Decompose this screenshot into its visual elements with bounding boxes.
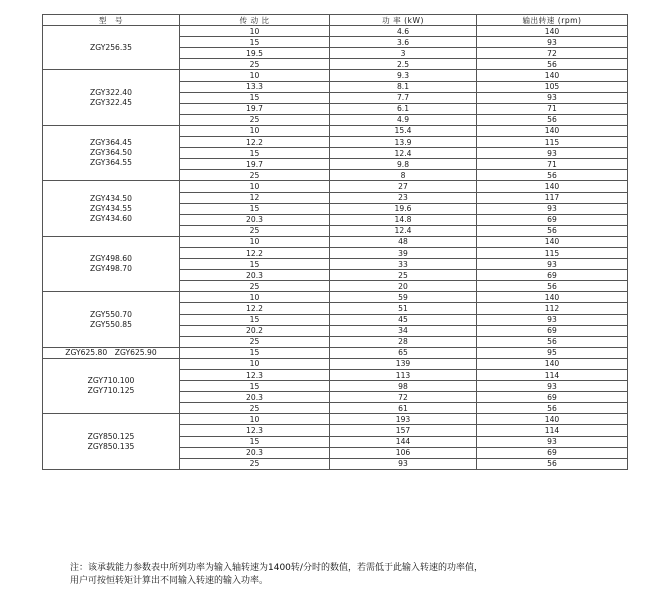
- power-cell: 13.9: [330, 137, 477, 148]
- speed-cell: 140: [477, 70, 628, 81]
- model-name: ZGY364.55: [90, 158, 132, 168]
- model-cell: [43, 358, 180, 413]
- model-name: ZGY625.80 ZGY625.90: [65, 347, 157, 357]
- power-cell: 28: [330, 336, 477, 347]
- model-cell: [43, 181, 180, 236]
- model-name: ZGY364.45: [90, 138, 132, 148]
- speed-cell: 115: [477, 137, 628, 148]
- header-power: 功 率 (kW): [330, 15, 477, 26]
- ratio-cell: 19.5: [180, 48, 330, 59]
- speed-cell: 117: [477, 192, 628, 203]
- speed-cell: 93: [477, 436, 628, 447]
- table-row: [43, 358, 628, 369]
- footnote-line-2: 用户可按恒转矩计算出不同输入转速的输入功率。: [70, 576, 269, 586]
- power-cell: 39: [330, 247, 477, 258]
- speed-cell: 105: [477, 81, 628, 92]
- ratio-cell: 25: [180, 59, 330, 70]
- power-cell: 19.6: [330, 203, 477, 214]
- model-cell: [43, 70, 180, 125]
- power-cell: 144: [330, 436, 477, 447]
- power-cell: 15.4: [330, 125, 477, 136]
- speed-cell: 56: [477, 336, 628, 347]
- table-row: [43, 70, 628, 81]
- power-cell: 25: [330, 270, 477, 281]
- speed-cell: 114: [477, 370, 628, 381]
- ratio-cell: 20.3: [180, 392, 330, 403]
- model-name: ZGY434.55: [90, 203, 132, 213]
- power-cell: 9.8: [330, 159, 477, 170]
- table-body: [43, 26, 628, 470]
- speed-cell: 69: [477, 447, 628, 458]
- power-cell: 9.3: [330, 70, 477, 81]
- ratio-cell: 10: [180, 236, 330, 247]
- ratio-cell: 12.2: [180, 303, 330, 314]
- power-cell: 14.8: [330, 214, 477, 225]
- header-ratio: 传 动 比: [180, 15, 330, 26]
- model-cell: [43, 347, 180, 358]
- power-cell: 51: [330, 303, 477, 314]
- model-cell: [43, 26, 180, 70]
- speed-cell: 140: [477, 414, 628, 425]
- header-speed: 输出转速 (rpm): [477, 15, 628, 26]
- power-cell: 8: [330, 170, 477, 181]
- footnote: [70, 562, 630, 588]
- speed-cell: 93: [477, 148, 628, 159]
- model-name: ZGY322.45: [90, 97, 132, 107]
- ratio-cell: 10: [180, 125, 330, 136]
- ratio-cell: 25: [180, 458, 330, 469]
- ratio-cell: 12.2: [180, 247, 330, 258]
- model-name: ZGY256.35: [90, 42, 132, 52]
- speed-cell: 140: [477, 358, 628, 369]
- power-cell: 113: [330, 370, 477, 381]
- model-name: ZGY550.85: [90, 319, 132, 329]
- power-cell: 12.4: [330, 148, 477, 159]
- speed-cell: 56: [477, 225, 628, 236]
- power-cell: 6.1: [330, 103, 477, 114]
- table-row: [43, 292, 628, 303]
- speed-cell: 93: [477, 314, 628, 325]
- model-name: ZGY434.60: [90, 213, 132, 223]
- ratio-cell: 10: [180, 358, 330, 369]
- power-cell: 65: [330, 347, 477, 358]
- ratio-cell: 15: [180, 148, 330, 159]
- ratio-cell: 15: [180, 436, 330, 447]
- ratio-cell: 20.3: [180, 270, 330, 281]
- power-cell: 3: [330, 48, 477, 59]
- power-cell: 8.1: [330, 81, 477, 92]
- power-cell: 27: [330, 181, 477, 192]
- capacity-table: [42, 14, 628, 470]
- model-name: ZGY498.60: [90, 254, 132, 264]
- speed-cell: 69: [477, 392, 628, 403]
- model-name: ZGY850.135: [87, 441, 135, 451]
- speed-cell: 56: [477, 403, 628, 414]
- speed-cell: 112: [477, 303, 628, 314]
- table-row: [43, 181, 628, 192]
- spec-sheet: [42, 14, 627, 470]
- ratio-cell: 15: [180, 92, 330, 103]
- power-cell: 4.9: [330, 114, 477, 125]
- speed-cell: 71: [477, 103, 628, 114]
- model-cell: [43, 292, 180, 347]
- power-cell: 7.7: [330, 92, 477, 103]
- ratio-cell: 20.3: [180, 214, 330, 225]
- power-cell: 59: [330, 292, 477, 303]
- ratio-cell: 15: [180, 381, 330, 392]
- model-name: ZGY850.125: [87, 431, 135, 441]
- power-cell: 93: [330, 458, 477, 469]
- speed-cell: 93: [477, 259, 628, 270]
- speed-cell: 93: [477, 37, 628, 48]
- ratio-cell: 25: [180, 336, 330, 347]
- model-name: ZGY498.70: [90, 264, 132, 274]
- table-row: [43, 414, 628, 425]
- power-cell: 23: [330, 192, 477, 203]
- model-cell: [43, 236, 180, 291]
- ratio-cell: 12: [180, 192, 330, 203]
- power-cell: 3.6: [330, 37, 477, 48]
- ratio-cell: 25: [180, 403, 330, 414]
- ratio-cell: 10: [180, 70, 330, 81]
- ratio-cell: 15: [180, 37, 330, 48]
- ratio-cell: 25: [180, 225, 330, 236]
- power-cell: 12.4: [330, 225, 477, 236]
- ratio-cell: 15: [180, 203, 330, 214]
- ratio-cell: 19.7: [180, 103, 330, 114]
- power-cell: 33: [330, 259, 477, 270]
- ratio-cell: 12.3: [180, 425, 330, 436]
- table-row: [43, 125, 628, 136]
- power-cell: 48: [330, 236, 477, 247]
- power-cell: 106: [330, 447, 477, 458]
- ratio-cell: 15: [180, 347, 330, 358]
- ratio-cell: 20.2: [180, 325, 330, 336]
- speed-cell: 56: [477, 458, 628, 469]
- power-cell: 139: [330, 358, 477, 369]
- speed-cell: 56: [477, 59, 628, 70]
- model-name: ZGY550.70: [90, 309, 132, 319]
- speed-cell: 56: [477, 281, 628, 292]
- power-cell: 157: [330, 425, 477, 436]
- model-name: ZGY710.125: [87, 386, 135, 396]
- ratio-cell: 19.7: [180, 159, 330, 170]
- speed-cell: 71: [477, 159, 628, 170]
- speed-cell: 114: [477, 425, 628, 436]
- ratio-cell: 13.3: [180, 81, 330, 92]
- speed-cell: 140: [477, 181, 628, 192]
- speed-cell: 69: [477, 270, 628, 281]
- speed-cell: 69: [477, 325, 628, 336]
- power-cell: 45: [330, 314, 477, 325]
- ratio-cell: 25: [180, 114, 330, 125]
- power-cell: 34: [330, 325, 477, 336]
- power-cell: 4.6: [330, 26, 477, 37]
- speed-cell: 93: [477, 92, 628, 103]
- power-cell: 193: [330, 414, 477, 425]
- model-cell: [43, 414, 180, 469]
- power-cell: 98: [330, 381, 477, 392]
- power-cell: 61: [330, 403, 477, 414]
- speed-cell: 56: [477, 170, 628, 181]
- model-name: ZGY322.40: [90, 87, 132, 97]
- ratio-cell: 12.3: [180, 370, 330, 381]
- model-name: ZGY364.50: [90, 148, 132, 158]
- table-row: [43, 26, 628, 37]
- ratio-cell: 15: [180, 259, 330, 270]
- speed-cell: 95: [477, 347, 628, 358]
- speed-cell: 93: [477, 381, 628, 392]
- ratio-cell: 25: [180, 170, 330, 181]
- speed-cell: 140: [477, 125, 628, 136]
- table-row: [43, 236, 628, 247]
- speed-cell: 72: [477, 48, 628, 59]
- header-model: 型 号: [43, 15, 180, 26]
- speed-cell: 140: [477, 292, 628, 303]
- power-cell: 20: [330, 281, 477, 292]
- ratio-cell: 15: [180, 314, 330, 325]
- model-name: ZGY710.100: [87, 376, 135, 386]
- ratio-cell: 10: [180, 292, 330, 303]
- speed-cell: 140: [477, 236, 628, 247]
- ratio-cell: 12.2: [180, 137, 330, 148]
- ratio-cell: 10: [180, 181, 330, 192]
- model-name: ZGY434.50: [90, 193, 132, 203]
- speed-cell: 115: [477, 247, 628, 258]
- ratio-cell: 20.3: [180, 447, 330, 458]
- power-cell: 72: [330, 392, 477, 403]
- footnote-line-1: 注：该承载能力参数表中所列功率为输入轴转速为1400转/分时的数值，若需低于此输入转速的功率值，: [70, 563, 483, 573]
- speed-cell: 69: [477, 214, 628, 225]
- ratio-cell: 10: [180, 414, 330, 425]
- speed-cell: 140: [477, 26, 628, 37]
- model-cell: [43, 125, 180, 180]
- power-cell: 2.5: [330, 59, 477, 70]
- table-row: [43, 347, 628, 358]
- speed-cell: 56: [477, 114, 628, 125]
- speed-cell: 93: [477, 203, 628, 214]
- ratio-cell: 25: [180, 281, 330, 292]
- ratio-cell: 10: [180, 26, 330, 37]
- table-header-row: [43, 15, 628, 26]
